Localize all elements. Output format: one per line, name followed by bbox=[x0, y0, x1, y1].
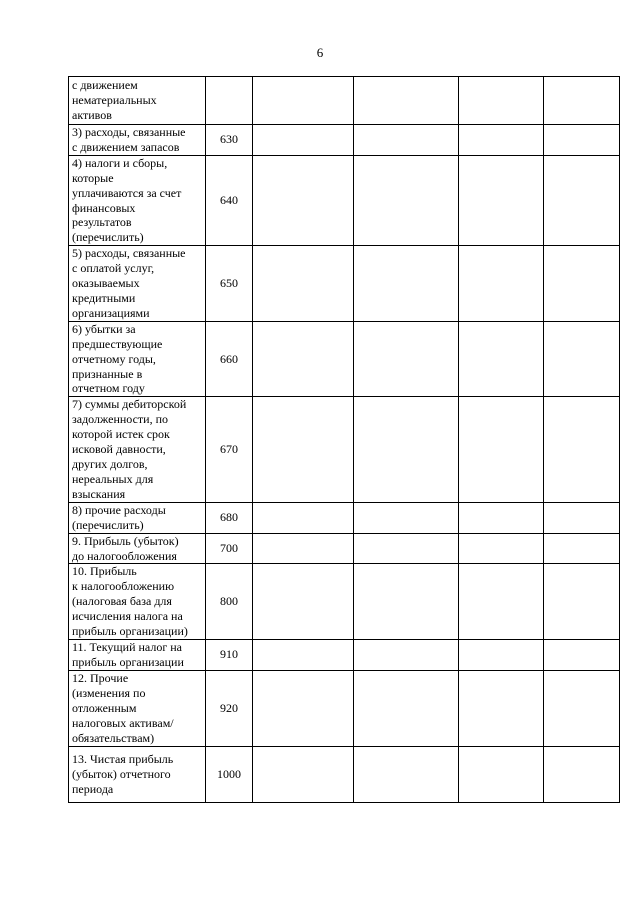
empty-value-cell bbox=[354, 640, 459, 671]
table-row bbox=[69, 640, 620, 671]
empty-value-cell bbox=[253, 502, 354, 533]
empty-value-cell bbox=[253, 640, 354, 671]
row-label: 6) убытки за предшествующие отчетному годы, признанные в отчетном году bbox=[69, 321, 206, 397]
empty-value-cell bbox=[459, 502, 544, 533]
row-label: 7) суммы дебиторской задолженности, по которой истек срок исковой давности, других долгов, нереальных для взыскания bbox=[69, 397, 206, 502]
row-label: с движением нематериальных активов bbox=[69, 77, 206, 125]
empty-value-cell bbox=[544, 246, 620, 322]
empty-value-cell bbox=[459, 746, 544, 802]
row-label: 9. Прибыль (убыток) до налогообложения bbox=[69, 533, 206, 564]
empty-value-cell bbox=[354, 155, 459, 245]
empty-value-cell bbox=[354, 533, 459, 564]
empty-value-cell bbox=[253, 670, 354, 746]
empty-value-cell bbox=[253, 533, 354, 564]
table-row bbox=[69, 533, 620, 564]
empty-value-cell bbox=[354, 125, 459, 156]
table-row bbox=[69, 502, 620, 533]
empty-value-cell bbox=[459, 533, 544, 564]
table-row bbox=[69, 746, 620, 802]
empty-value-cell bbox=[253, 155, 354, 245]
table-row bbox=[69, 321, 620, 397]
table-row bbox=[69, 155, 620, 245]
row-code: 1000 bbox=[206, 746, 253, 802]
empty-value-cell bbox=[544, 746, 620, 802]
empty-value-cell bbox=[354, 397, 459, 502]
row-code: 630 bbox=[206, 125, 253, 156]
row-code: 800 bbox=[206, 564, 253, 640]
empty-value-cell bbox=[253, 246, 354, 322]
empty-value-cell bbox=[459, 321, 544, 397]
empty-value-cell bbox=[253, 125, 354, 156]
row-label: 8) прочие расходы (перечислить) bbox=[69, 502, 206, 533]
empty-value-cell bbox=[253, 321, 354, 397]
empty-value-cell bbox=[253, 77, 354, 125]
row-code: 650 bbox=[206, 246, 253, 322]
empty-value-cell bbox=[544, 564, 620, 640]
financial-report-table bbox=[68, 76, 620, 803]
empty-value-cell bbox=[253, 397, 354, 502]
row-code: 910 bbox=[206, 640, 253, 671]
row-label: 3) расходы, связанные с движением запасов bbox=[69, 125, 206, 156]
row-code: 680 bbox=[206, 502, 253, 533]
empty-value-cell bbox=[354, 670, 459, 746]
empty-value-cell bbox=[544, 77, 620, 125]
row-label: 13. Чистая прибыль (убыток) отчетного периода bbox=[69, 746, 206, 802]
empty-value-cell bbox=[253, 564, 354, 640]
empty-value-cell bbox=[354, 321, 459, 397]
empty-value-cell bbox=[253, 746, 354, 802]
table-row bbox=[69, 397, 620, 502]
empty-value-cell bbox=[544, 670, 620, 746]
empty-value-cell bbox=[459, 77, 544, 125]
empty-value-cell bbox=[459, 670, 544, 746]
empty-value-cell bbox=[544, 640, 620, 671]
row-code bbox=[206, 77, 253, 125]
empty-value-cell bbox=[459, 125, 544, 156]
empty-value-cell bbox=[354, 502, 459, 533]
row-label: 12. Прочие (изменения по отложенным налоговых активам/ обязательствам) bbox=[69, 670, 206, 746]
empty-value-cell bbox=[459, 397, 544, 502]
empty-value-cell bbox=[459, 155, 544, 245]
row-label: 4) налоги и сборы, которые уплачиваются за счет финансовых результатов (перечислить) bbox=[69, 155, 206, 245]
row-code: 660 bbox=[206, 321, 253, 397]
row-label: 5) расходы, связанные с оплатой услуг, оказываемых кредитными организациями bbox=[69, 246, 206, 322]
empty-value-cell bbox=[459, 564, 544, 640]
empty-value-cell bbox=[544, 125, 620, 156]
table-row bbox=[69, 670, 620, 746]
row-label: 11. Текущий налог на прибыль организации bbox=[69, 640, 206, 671]
table-row bbox=[69, 125, 620, 156]
empty-value-cell bbox=[354, 77, 459, 125]
empty-value-cell bbox=[544, 321, 620, 397]
table-row bbox=[69, 77, 620, 125]
row-code: 920 bbox=[206, 670, 253, 746]
empty-value-cell bbox=[544, 155, 620, 245]
empty-value-cell bbox=[544, 533, 620, 564]
table-row bbox=[69, 246, 620, 322]
row-label: 10. Прибыль к налогообложению (налоговая база для исчисления налога на прибыль организации) bbox=[69, 564, 206, 640]
empty-value-cell bbox=[354, 746, 459, 802]
empty-value-cell bbox=[459, 246, 544, 322]
row-code: 640 bbox=[206, 155, 253, 245]
row-code: 700 bbox=[206, 533, 253, 564]
empty-value-cell bbox=[354, 246, 459, 322]
empty-value-cell bbox=[544, 502, 620, 533]
empty-value-cell bbox=[354, 564, 459, 640]
page-number: 6 bbox=[316, 45, 324, 60]
table-row bbox=[69, 564, 620, 640]
empty-value-cell bbox=[459, 640, 544, 671]
empty-value-cell bbox=[544, 397, 620, 502]
row-code: 670 bbox=[206, 397, 253, 502]
